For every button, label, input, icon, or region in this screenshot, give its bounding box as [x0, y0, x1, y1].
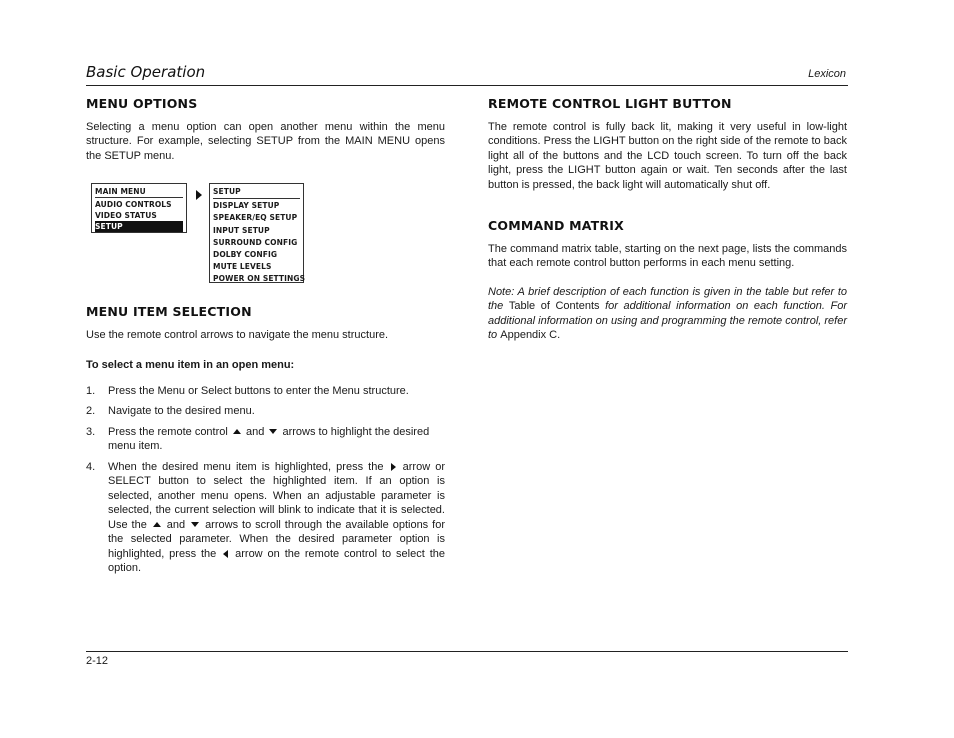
- step-text-part: arrows to highlight the desired menu item.: [108, 425, 430, 452]
- menu-item-setup-selected: SETUP: [95, 221, 183, 232]
- list-item: [86, 404, 445, 419]
- menu-item-surround-config: SURROUND CONFIG: [213, 237, 298, 247]
- menu-item-selection-subheading: To select a menu item in an open menu:: [86, 359, 295, 371]
- step-text-part: arrow on the remote control to select the option.: [108, 547, 445, 574]
- menu-diagram: [86, 183, 445, 295]
- step-number: 4.: [86, 460, 96, 473]
- note-text: for additional information on each function. For additional information on using and programming the remote control, refer to: [488, 300, 848, 341]
- menu-item-audio-controls: AUDIO CONTROLS: [95, 200, 172, 209]
- main-menu-title: MAIN MENU: [95, 186, 183, 198]
- command-matrix-note: [488, 285, 847, 343]
- menu-item-dolby-config: DOLBY CONFIG: [213, 250, 278, 260]
- step-text-part: Press the remote control: [108, 425, 228, 438]
- up-arrow-icon: [153, 522, 161, 527]
- left-arrow-icon: [223, 550, 228, 558]
- main-menu-box: [91, 183, 187, 233]
- list-item: [86, 384, 445, 399]
- menu-item-selection-heading: MENU ITEM SELECTION: [86, 304, 252, 319]
- setup-menu-box: [209, 183, 304, 283]
- menu-item-input-setup: INPUT SETUP: [213, 225, 270, 235]
- step-number: 1.: [86, 384, 96, 397]
- page-number: 2-12: [86, 655, 109, 667]
- step-text-part: and: [166, 518, 186, 531]
- menu-options-heading: MENU OPTIONS: [86, 96, 198, 111]
- menu-item-video-status: VIDEO STATUS: [95, 211, 157, 220]
- remote-light-heading: REMOTE CONTROL LIGHT BUTTON: [488, 96, 732, 111]
- page-section-title: Basic Operation: [86, 63, 206, 81]
- step-number: 3.: [86, 425, 96, 438]
- remote-light-text: The remote control is fully back lit, making it very useful in low-light conditions. Press the LIGHT button on the right side of the remote to back light all of the buttons and the LCD touch screen. To turn off the back light, press the LIGHT button again or wait. Ten seconds after the last button is pressed, the back light will automatically shut off.: [488, 120, 847, 191]
- menu-options-text: Selecting a menu option can open another menu within the menu structure. For example, selecting SETUP from the MAIN MENU opens the SETUP menu.: [86, 120, 445, 162]
- footer-rule: [86, 651, 848, 652]
- step-text-part: and: [245, 425, 265, 438]
- step-text-part: arrow or SELECT button to select the highlighted item. If an option is selected, another menu opens. When an adjustable parameter is selected, the current selection will blink to indicate that it is selected. Use the: [108, 460, 446, 531]
- list-item: [86, 460, 445, 576]
- menu-item-mute-levels: MUTE LEVELS: [213, 262, 272, 272]
- header-rule: [86, 85, 848, 86]
- menu-item-power-on-settings: POWER ON SETTINGS: [213, 274, 306, 284]
- note-reference-toc: Table of Contents: [508, 300, 600, 312]
- list-item: [86, 425, 445, 454]
- step-number: 2.: [86, 405, 96, 417]
- step-text: [108, 425, 445, 454]
- menu-item-speaker-eq-setup: SPEAKER/EQ SETUP: [213, 213, 298, 223]
- step-text: Press the Menu or Select buttons to enter the Menu structure.: [108, 384, 409, 397]
- down-arrow-icon: [269, 429, 277, 434]
- right-arrow-icon: [391, 463, 396, 471]
- step-text: [108, 460, 445, 576]
- note-text: Note: A brief description of each function is given in the table but refer to the: [488, 285, 847, 312]
- step-text-part: arrows to scroll through the available options for the selected parameter. When the desired parameter option is highlighted, press the: [108, 518, 445, 560]
- setup-menu-title: SETUP: [213, 186, 300, 199]
- steps-list: [86, 384, 445, 576]
- command-matrix-text: The command matrix table, starting on the next page, lists the commands that each remote control button performs in each menu setting.: [488, 242, 847, 269]
- left-column: [86, 97, 445, 582]
- down-arrow-icon: [191, 522, 199, 527]
- right-arrow-icon: [196, 190, 202, 200]
- brand-name: Lexicon: [808, 68, 846, 80]
- up-arrow-icon: [233, 429, 241, 434]
- right-column: [488, 97, 847, 343]
- command-matrix-heading: COMMAND MATRIX: [488, 218, 624, 233]
- menu-item-display-setup: DISPLAY SETUP: [213, 201, 280, 211]
- menu-item-selection-intro: Use the remote control arrows to navigate the menu structure.: [86, 328, 389, 341]
- note-reference-appendix: Appendix C.: [500, 329, 561, 341]
- step-text: Navigate to the desired menu.: [108, 405, 255, 417]
- step-text-part: When the desired menu item is highlighted, press the: [108, 460, 384, 473]
